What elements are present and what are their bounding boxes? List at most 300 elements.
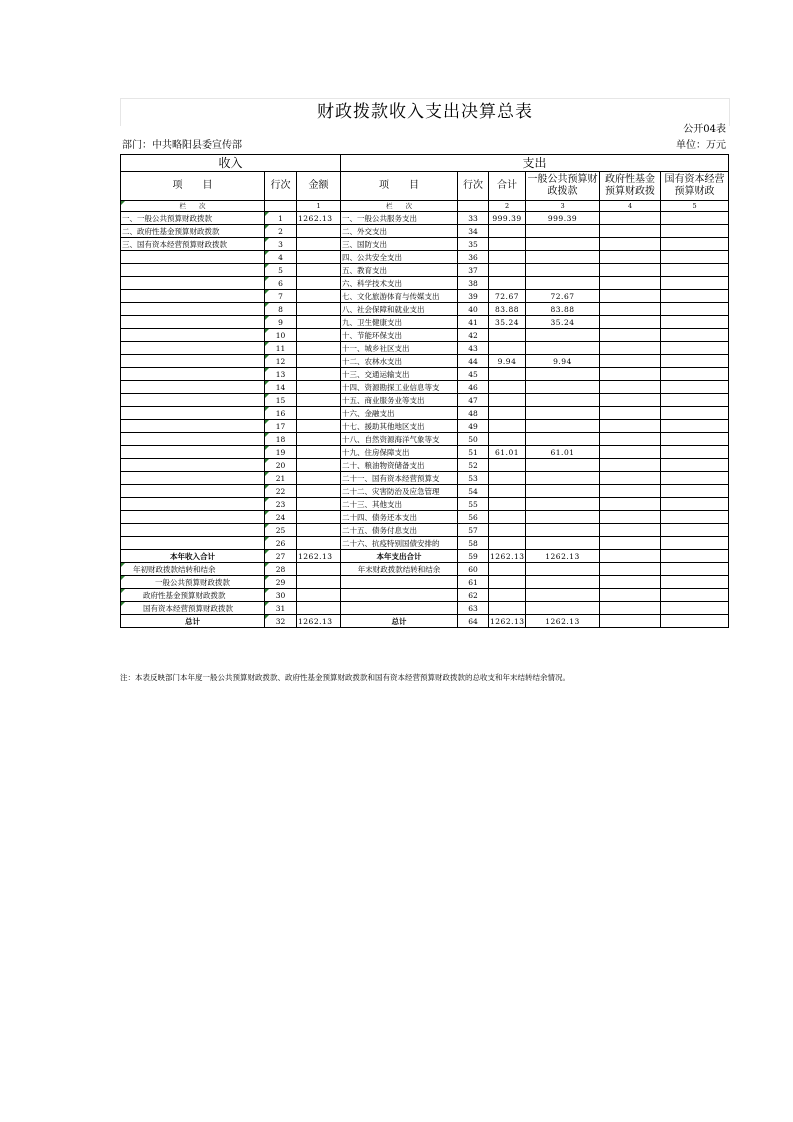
expense-total <box>489 225 526 238</box>
general-budget-amount <box>526 394 600 407</box>
income-amount <box>297 368 341 381</box>
general-budget-amount <box>526 420 600 433</box>
income-amount <box>297 446 341 459</box>
expense-row-number: 37 <box>458 264 489 277</box>
expense-item: 二十一、国有资本经营预算支 <box>341 472 458 485</box>
table-row <box>121 498 729 511</box>
expense-row-number: 56 <box>458 511 489 524</box>
expense-row-number: 39 <box>458 290 489 303</box>
income-item: 总计 <box>121 615 265 628</box>
state-capital-amount <box>661 368 729 381</box>
state-capital-amount <box>661 550 729 563</box>
income-row-number: 10 <box>265 329 297 342</box>
income-item: 二、政府性基金预算财政拨款 <box>121 225 265 238</box>
fund-budget-amount <box>600 277 661 290</box>
expense-item: 二十五、债务付息支出 <box>341 524 458 537</box>
general-budget-amount <box>526 472 600 485</box>
state-capital-amount <box>661 225 729 238</box>
state-capital-amount <box>661 381 729 394</box>
general-budget-header: 一般公共预算财政拨款 <box>526 172 600 201</box>
income-amount <box>297 394 341 407</box>
income-row-number: 19 <box>265 446 297 459</box>
income-item <box>121 316 265 329</box>
expense-total <box>489 329 526 342</box>
income-item: 一、一般公共预算财政拨款 <box>121 212 265 225</box>
table-row <box>121 433 729 446</box>
fund-budget-amount <box>600 264 661 277</box>
income-amount <box>297 537 341 550</box>
income-item <box>121 433 265 446</box>
state-capital-amount <box>661 238 729 251</box>
income-row-number: 23 <box>265 498 297 511</box>
table-row <box>121 316 729 329</box>
column-index-5: 5 <box>661 201 729 212</box>
fund-budget-amount <box>600 485 661 498</box>
income-amount <box>297 355 341 368</box>
expense-row-number: 33 <box>458 212 489 225</box>
expense-total <box>489 524 526 537</box>
expense-row-number: 40 <box>458 303 489 316</box>
table-row <box>121 342 729 355</box>
income-amount <box>297 342 341 355</box>
fund-budget-amount <box>600 498 661 511</box>
state-capital-amount <box>661 303 729 316</box>
expense-item: 十四、资源勘探工业信息等支 <box>341 381 458 394</box>
fund-budget-amount <box>600 251 661 264</box>
table-row <box>121 212 729 225</box>
fund-budget-amount <box>600 394 661 407</box>
table-row <box>121 420 729 433</box>
income-row-number: 28 <box>265 563 297 576</box>
income-item: 一般公共预算财政拨款 <box>121 576 265 589</box>
expense-item-header: 项 目 <box>341 172 458 201</box>
income-row-number: 5 <box>265 264 297 277</box>
fund-budget-amount <box>600 433 661 446</box>
income-item: 年初财政拨款结转和结余 <box>121 563 265 576</box>
income-amount <box>297 576 341 589</box>
expense-total <box>489 368 526 381</box>
expense-row-number: 54 <box>458 485 489 498</box>
expense-total <box>489 511 526 524</box>
general-budget-amount <box>526 485 600 498</box>
income-amount <box>297 472 341 485</box>
expense-row-number: 59 <box>458 550 489 563</box>
income-amount <box>297 277 341 290</box>
expense-item: 年末财政拨款结转和结余 <box>341 563 458 576</box>
expense-row-number: 42 <box>458 329 489 342</box>
form-number: 公开04表 <box>683 124 726 135</box>
table-row <box>121 303 729 316</box>
state-capital-amount <box>661 290 729 303</box>
income-row-number: 8 <box>265 303 297 316</box>
fund-budget-amount <box>600 550 661 563</box>
expense-item: 十二、农林水支出 <box>341 355 458 368</box>
income-item: 三、国有资本经营预算财政拨款 <box>121 238 265 251</box>
income-item <box>121 342 265 355</box>
table-row <box>121 537 729 550</box>
state-capital-amount <box>661 251 729 264</box>
income-amount <box>297 602 341 615</box>
expense-item <box>341 589 458 602</box>
table-row <box>121 407 729 420</box>
expense-total <box>489 485 526 498</box>
expense-total <box>489 277 526 290</box>
general-budget-amount <box>526 329 600 342</box>
income-amount <box>297 238 341 251</box>
table-row <box>121 264 729 277</box>
expense-row-number: 63 <box>458 602 489 615</box>
income-row-number: 22 <box>265 485 297 498</box>
state-capital-amount <box>661 407 729 420</box>
fund-budget-amount <box>600 316 661 329</box>
income-row-number: 27 <box>265 550 297 563</box>
state-capital-amount <box>661 615 729 628</box>
income-amount <box>297 420 341 433</box>
general-budget-amount <box>526 459 600 472</box>
expense-row-number: 58 <box>458 537 489 550</box>
general-budget-amount: 1262.13 <box>526 550 600 563</box>
fund-budget-amount <box>600 238 661 251</box>
state-capital-amount <box>661 212 729 225</box>
expense-row-number: 51 <box>458 446 489 459</box>
expense-total: 72.67 <box>489 290 526 303</box>
income-item <box>121 303 265 316</box>
state-capital-amount <box>661 277 729 290</box>
table-row <box>121 225 729 238</box>
expense-item: 总计 <box>341 615 458 628</box>
expense-header: 支出 <box>341 155 729 172</box>
fund-budget-amount <box>600 303 661 316</box>
expense-row-number: 48 <box>458 407 489 420</box>
income-row-number: 3 <box>265 238 297 251</box>
table-row <box>121 446 729 459</box>
income-item <box>121 459 265 472</box>
column-index-label-right: 栏 次 <box>341 201 458 212</box>
column-index-label: 栏 次 <box>121 201 265 212</box>
income-item: 国有资本经营预算财政拨款 <box>121 602 265 615</box>
state-capital-amount <box>661 433 729 446</box>
income-row-number: 30 <box>265 589 297 602</box>
income-amount <box>297 563 341 576</box>
expense-total <box>489 576 526 589</box>
table-row <box>121 381 729 394</box>
income-row-number: 17 <box>265 420 297 433</box>
expense-total: 1262.13 <box>490 616 525 626</box>
table-row <box>121 485 729 498</box>
expense-item <box>341 602 458 615</box>
income-amount: 1262.13 <box>297 550 341 563</box>
income-row-number: 15 <box>265 394 297 407</box>
expense-total <box>489 537 526 550</box>
general-budget-amount <box>526 342 600 355</box>
income-amount <box>297 381 341 394</box>
table-row <box>121 472 729 485</box>
general-budget-amount: 1262.13 <box>526 615 600 628</box>
expense-total <box>489 589 526 602</box>
summary-row <box>121 589 729 602</box>
income-item: 本年收入合计 <box>121 550 265 563</box>
table-row <box>121 329 729 342</box>
income-row-number: 29 <box>265 576 297 589</box>
expense-row-number: 52 <box>458 459 489 472</box>
income-row-number: 16 <box>265 407 297 420</box>
income-item <box>121 329 265 342</box>
expense-item: 二十六、抗疫特别国债安排的 <box>341 537 458 550</box>
fund-budget-amount <box>600 342 661 355</box>
expense-item: 十三、交通运输支出 <box>341 368 458 381</box>
fund-budget-amount <box>600 225 661 238</box>
income-row-number: 26 <box>265 537 297 550</box>
expense-total: 35.24 <box>489 316 526 329</box>
table-row <box>121 524 729 537</box>
general-budget-amount <box>526 407 600 420</box>
income-item <box>121 472 265 485</box>
table-row <box>121 238 729 251</box>
unit-label: 单位：万元 <box>676 140 726 151</box>
fund-budget-amount <box>600 368 661 381</box>
fund-budget-amount <box>600 524 661 537</box>
expense-item: 十五、商业服务业等支出 <box>341 394 458 407</box>
income-amount <box>297 459 341 472</box>
expense-row-number: 43 <box>458 342 489 355</box>
income-amount <box>297 433 341 446</box>
income-row-number: 7 <box>265 290 297 303</box>
expense-item: 二、外交支出 <box>341 225 458 238</box>
expense-item: 五、教育支出 <box>341 264 458 277</box>
state-capital-amount <box>661 472 729 485</box>
general-budget-amount: 35.24 <box>526 316 600 329</box>
expense-item: 八、社会保障和就业支出 <box>341 303 458 316</box>
expense-total <box>489 264 526 277</box>
income-amount <box>297 225 341 238</box>
expense-row-number: 45 <box>458 368 489 381</box>
table-row <box>121 394 729 407</box>
expense-total <box>489 498 526 511</box>
income-item <box>121 277 265 290</box>
income-amount <box>297 290 341 303</box>
expense-row-number: 57 <box>458 524 489 537</box>
expense-row-number: 62 <box>458 589 489 602</box>
fund-budget-amount <box>600 212 661 225</box>
general-budget-amount <box>526 225 600 238</box>
state-capital-amount <box>661 394 729 407</box>
fund-budget-amount <box>600 329 661 342</box>
income-item <box>121 381 265 394</box>
expense-item: 四、公共安全支出 <box>341 251 458 264</box>
expense-total <box>489 342 526 355</box>
income-row-number: 20 <box>265 459 297 472</box>
general-budget-amount <box>526 511 600 524</box>
summary-row <box>121 563 729 576</box>
income-row-number: 6 <box>265 277 297 290</box>
income-row-number: 12 <box>265 355 297 368</box>
expense-row-number: 60 <box>458 563 489 576</box>
income-row-number: 9 <box>265 316 297 329</box>
state-capital-amount <box>661 316 729 329</box>
fund-budget-amount <box>600 290 661 303</box>
income-header: 收入 <box>121 155 341 172</box>
general-budget-amount <box>526 524 600 537</box>
table-row <box>121 290 729 303</box>
expense-total <box>489 381 526 394</box>
state-capital-amount <box>661 329 729 342</box>
income-item <box>121 290 265 303</box>
expense-item: 十七、援助其他地区支出 <box>341 420 458 433</box>
income-item <box>121 394 265 407</box>
income-row-number: 13 <box>265 368 297 381</box>
state-capital-amount <box>661 537 729 550</box>
column-index-2: 2 <box>489 201 526 212</box>
expense-row-number: 44 <box>458 355 489 368</box>
expense-row-number: 47 <box>458 394 489 407</box>
column-index-4: 4 <box>600 201 661 212</box>
general-budget-amount <box>526 277 600 290</box>
income-item <box>121 485 265 498</box>
income-item <box>121 407 265 420</box>
general-budget-amount <box>526 433 600 446</box>
expense-total: 83.88 <box>489 303 526 316</box>
summary-row <box>121 550 729 563</box>
income-row-number: 21 <box>265 472 297 485</box>
expense-row-number: 38 <box>458 277 489 290</box>
fund-budget-amount <box>600 602 661 615</box>
income-item <box>121 498 265 511</box>
expense-item: 二十二、灾害防治及应急管理 <box>341 485 458 498</box>
general-budget-amount: 83.88 <box>526 303 600 316</box>
income-row-number: 11 <box>265 342 297 355</box>
expense-total <box>489 238 526 251</box>
expense-item: 十一、城乡社区支出 <box>341 342 458 355</box>
general-budget-amount <box>526 251 600 264</box>
expense-total: 9.94 <box>489 355 526 368</box>
general-budget-amount <box>526 602 600 615</box>
fund-budget-amount <box>600 472 661 485</box>
income-row-number: 32 <box>265 615 297 628</box>
income-rowno-header: 行次 <box>265 172 297 201</box>
summary-row <box>121 615 729 628</box>
expense-item: 九、卫生健康支出 <box>341 316 458 329</box>
income-item: 政府性基金预算财政拨款 <box>121 589 265 602</box>
expense-row-number: 53 <box>458 472 489 485</box>
income-amount <box>297 329 341 342</box>
expense-row-number: 64 <box>458 615 489 628</box>
expense-item: 十六、金融支出 <box>341 407 458 420</box>
general-budget-amount <box>526 368 600 381</box>
expense-total <box>489 394 526 407</box>
income-item <box>121 251 265 264</box>
expense-row-number: 61 <box>458 576 489 589</box>
expense-row-number: 50 <box>458 433 489 446</box>
state-capital-amount <box>661 264 729 277</box>
expense-row-number: 34 <box>458 225 489 238</box>
state-capital-amount <box>661 420 729 433</box>
income-amount <box>297 498 341 511</box>
state-capital-amount <box>661 342 729 355</box>
income-row-number: 24 <box>265 511 297 524</box>
fund-budget-amount <box>600 589 661 602</box>
table-row <box>121 251 729 264</box>
income-item <box>121 368 265 381</box>
general-budget-amount <box>526 563 600 576</box>
expense-row-number: 55 <box>458 498 489 511</box>
income-amount <box>297 589 341 602</box>
expense-item: 三、国防支出 <box>341 238 458 251</box>
income-amount <box>297 316 341 329</box>
general-budget-amount <box>526 498 600 511</box>
expense-item: 一、一般公共服务支出 <box>341 212 458 225</box>
expense-item: 二十、粮油物资储备支出 <box>341 459 458 472</box>
income-item <box>121 446 265 459</box>
income-row-number: 14 <box>265 381 297 394</box>
summary-row <box>121 602 729 615</box>
fund-budget-amount <box>600 511 661 524</box>
income-amount <box>297 407 341 420</box>
income-amount <box>297 251 341 264</box>
table-row <box>121 355 729 368</box>
income-amount <box>297 485 341 498</box>
income-amount <box>297 511 341 524</box>
income-row-number: 1 <box>265 212 297 225</box>
fund-budget-amount <box>600 563 661 576</box>
income-item <box>121 524 265 537</box>
income-amount: 1262.13 <box>297 212 341 225</box>
general-budget-amount <box>526 589 600 602</box>
expense-total <box>489 459 526 472</box>
expense-total <box>489 251 526 264</box>
expense-total <box>489 407 526 420</box>
general-budget-amount: 999.39 <box>526 212 600 225</box>
income-item <box>121 537 265 550</box>
income-amount-header: 金额 <box>297 172 341 201</box>
table-row <box>121 368 729 381</box>
general-budget-amount <box>526 381 600 394</box>
state-capital-header: 国有资本经营预算财政 <box>661 172 729 201</box>
state-capital-amount <box>661 446 729 459</box>
state-capital-amount <box>661 576 729 589</box>
expense-item: 本年支出合计 <box>341 550 458 563</box>
expense-total <box>489 433 526 446</box>
department-label: 部门：中共略阳县委宣传部 <box>122 140 242 151</box>
fund-budget-amount <box>600 615 661 628</box>
table-row <box>121 459 729 472</box>
general-budget-amount <box>526 264 600 277</box>
fund-budget-header: 政府性基金预算财政拨 <box>600 172 661 201</box>
expense-row-number: 35 <box>458 238 489 251</box>
income-amount <box>297 524 341 537</box>
income-row-number: 2 <box>265 225 297 238</box>
expense-total <box>489 420 526 433</box>
table-note: 注：本表反映部门本年度一般公共预算财政拨款、政府性基金预算财政拨款和国有资本经营预算财政拨款的总收支和年末结转结余情况。 <box>120 673 570 682</box>
expense-total: 999.39 <box>489 212 526 225</box>
expense-item: 二十四、债务还本支出 <box>341 511 458 524</box>
state-capital-amount <box>661 459 729 472</box>
general-budget-amount <box>526 537 600 550</box>
expense-row-number: 46 <box>458 381 489 394</box>
column-index-blank <box>265 201 297 212</box>
income-row-number: 18 <box>265 433 297 446</box>
general-budget-amount <box>526 576 600 589</box>
expense-total: 61.01 <box>489 446 526 459</box>
income-item <box>121 355 265 368</box>
fund-budget-amount <box>600 381 661 394</box>
income-amount <box>297 264 341 277</box>
fund-budget-amount <box>600 355 661 368</box>
state-capital-amount <box>661 498 729 511</box>
expense-row-number: 49 <box>458 420 489 433</box>
expense-total <box>489 472 526 485</box>
fund-budget-amount <box>600 407 661 420</box>
state-capital-amount <box>661 485 729 498</box>
